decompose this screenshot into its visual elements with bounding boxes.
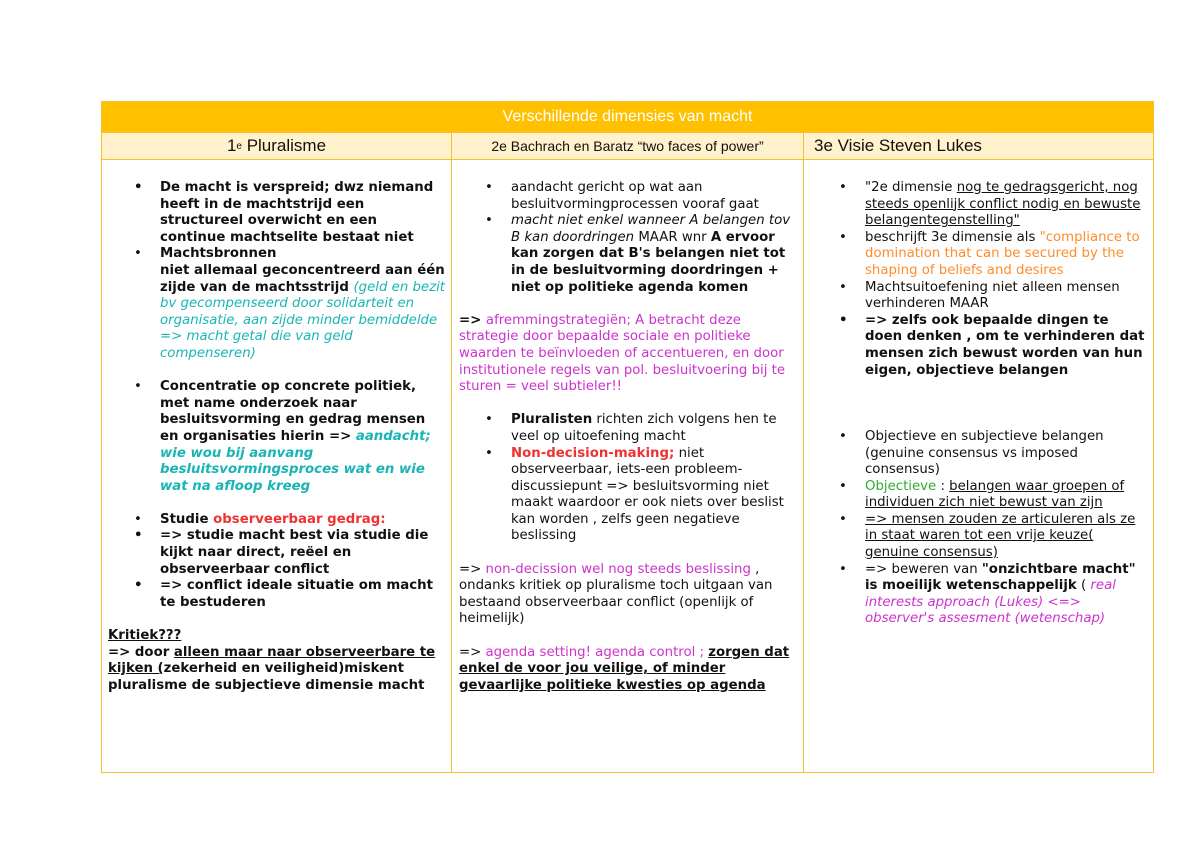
header-pluralism — [102, 133, 452, 159]
item-text: Concentratie op concrete politiek, met name onderzoek naar besluitsvorming en gedrag mensen en organisaties hierin => — [160, 379, 426, 444]
list-item — [813, 479, 1145, 512]
item-text: => — [459, 644, 486, 660]
column-bachrach-baratz — [452, 160, 804, 772]
list-item — [108, 246, 445, 362]
item-text: "2e dimensie — [865, 180, 957, 195]
list-item — [813, 313, 1145, 379]
item-text: niet allemaal geconcentreerd aan één zijde van de machtsstrijd — [160, 262, 445, 295]
critique-heading: Kritiek??? — [108, 628, 182, 644]
item-text: afremmingstrategiën; A betracht deze strategie door bepaalde sociale en politieke waarden te beïnvloeden of accentueren, en door institutionele regels van pol. besluitvoering bij te sturen = veel subtieler!! — [459, 312, 786, 395]
item-text: non-decission wel nog steeds beslissing — [485, 561, 751, 577]
header-1-text: Pluralisme — [241, 136, 327, 155]
list-item — [108, 528, 445, 578]
content-row — [102, 160, 1153, 772]
item-text: => zelfs ook bepaalde dingen te doen denken , om te verhinderen dat mensen zich bewust worden van hun eigen, objectieve belangen — [865, 312, 1145, 378]
item-text: (geld en bezit bv gecompenseerd door solidarteit en organisatie, aan zijde minder bemiddelde => macht getal die van geld compenseren) — [160, 279, 445, 361]
list-item — [813, 512, 1145, 562]
item-text: aandacht gericht op wat aan besluitvormingprocessen vooraf gaat — [511, 180, 759, 212]
list-item — [108, 180, 445, 246]
list-item — [108, 578, 445, 611]
list-item — [813, 180, 1145, 230]
header-1-sup: e — [236, 140, 242, 152]
item-text: aandacht; wie wou bij aanvang besluitsvormingsproces wat en wie wat na afloop kreeg — [160, 428, 431, 494]
item-text: A ervoor kan zorgen dat B's belangen niet tot in de besluitvorming doordringen + niet op politieke agenda komen — [511, 229, 786, 295]
list-item — [108, 379, 445, 495]
item-text: macht niet enkel wanneer A belangen tov B kan doordringen — [511, 213, 791, 245]
list-item — [459, 180, 795, 213]
item-text: => mensen zouden ze articuleren als ze in staat waren tot een vrije keuze( genuine consensus) — [865, 511, 1136, 561]
item-text: ( — [1076, 578, 1091, 594]
item-text: agenda setting! agenda control ; — [485, 644, 709, 660]
item-text: : — [936, 478, 950, 494]
item-text: De macht is verspreid; dwz niemand heeft in de machtstrijd een structureel overwicht en een continue machtselite bestaat niet — [160, 180, 434, 245]
item-text: richten zich volgens hen te veel op uitoefening macht — [511, 412, 777, 444]
list-item — [813, 429, 1145, 479]
paragraph — [459, 313, 795, 396]
power-dimensions-table — [101, 101, 1154, 773]
item-text: nog te gedragsgericht, nog steeds openlijk conflict nodig en bewuste belangentegenstelling" — [865, 180, 1141, 229]
item-text: => studie macht best via studie die kijkt naar direct, reëel en observeerbaar conflict — [160, 528, 429, 577]
item-text: zekerheid en veiligheid)miskent pluralisme de subjectieve dimensie macht — [108, 661, 425, 693]
item-text: Non-decision-making; — [511, 445, 675, 461]
header-1-number: 1 — [226, 136, 237, 155]
list-item — [813, 280, 1145, 313]
list-item — [813, 230, 1145, 280]
item-text: => conflict ideale situatie om macht te bestuderen — [160, 578, 433, 610]
header-lukes: 3e Visie Steven Lukes — [804, 133, 1153, 159]
item-text: alleen maar naar observeerbare te kijken ( — [108, 644, 436, 677]
item-text: observeerbaar gedrag: — [213, 511, 386, 527]
item-text: Machtsbronnen — [160, 246, 277, 262]
table-title: Verschillende dimensies van macht — [102, 102, 1153, 133]
column-pluralism — [102, 160, 452, 772]
item-text: "onzichtbare macht" is moeilijk wetenschappelijk — [865, 561, 1136, 594]
item-text: beschrijft 3e dimensie als — [865, 229, 1040, 245]
list-item — [813, 562, 1145, 628]
header-row — [102, 133, 1153, 160]
item-text: Objectieve — [865, 478, 937, 494]
item-text: => door — [108, 644, 174, 660]
list-item — [108, 512, 445, 529]
item-text: Machtsuitoefening niet alleen mensen verhinderen MAAR — [865, 279, 1120, 312]
paragraph — [459, 562, 795, 628]
item-text: "compliance to domination that can be secured by the shaping of beliefs and desires — [865, 229, 1140, 278]
list-item — [459, 213, 795, 296]
item-text: Objectieve en subjectieve belangen (genuine consensus vs imposed consensus) — [865, 428, 1104, 478]
list-item — [459, 446, 795, 546]
item-text: Studie — [160, 511, 214, 527]
item-text: Pluralisten — [511, 412, 593, 428]
header-bachrach-baratz: 2e Bachrach en Baratz “two faces of power” — [452, 133, 804, 159]
item-text: belangen waar groepen of individuen zich niet bewust van zijn — [865, 478, 1125, 511]
critique-text — [108, 645, 445, 695]
column-lukes — [804, 160, 1153, 772]
item-text: niet observeerbaar, iets-een probleem-discussiepunt => besluitsvorming niet maakt waardoor er ook niets over beslist kan worden , zelfs geen negatieve beslissing — [511, 445, 784, 544]
list-item — [459, 412, 795, 445]
item-text: => beweren van — [865, 561, 982, 577]
item-text: MAAR wnr — [634, 229, 711, 245]
item-text: , ondanks kritiek op pluralisme toch uitgaan van bestaand observeerbaar conflict (openlijk of heimelijk) — [459, 561, 773, 627]
item-text: => — [459, 312, 486, 328]
item-text: zorgen dat enkel de voor jou veilige, of minder gevaarlijke politieke kwesties op agenda — [459, 644, 790, 693]
item-text: => — [459, 561, 486, 577]
item-text: real interests approach (Lukes) <=> observer's assesment (wetenschap) — [865, 578, 1116, 627]
paragraph — [459, 645, 795, 695]
